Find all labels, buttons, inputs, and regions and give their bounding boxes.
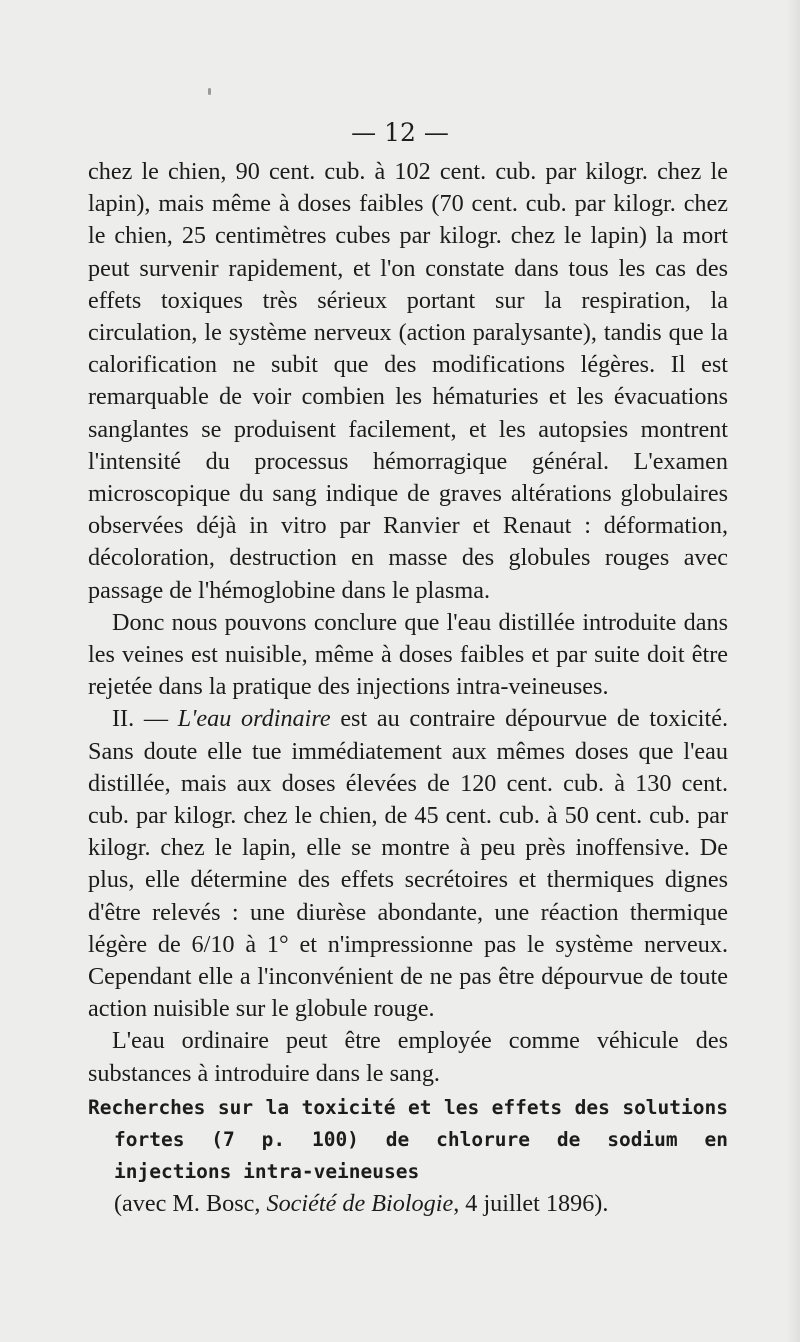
page-edge-shadow: [786, 0, 800, 1342]
reference-journal: Société de Biologie: [266, 1190, 454, 1217]
page-number: — 12 —: [351, 118, 449, 147]
ink-mark: [208, 88, 211, 95]
publication-entry: [88, 1092, 728, 1220]
reference-authors: (avec M. Bosc,: [114, 1190, 267, 1217]
paragraph-conclusion: Donc nous pouvons conclure que l'eau distillée introduite dans les veines est nuisible, même à doses faibles et par suite doit être rejetée dans la pratique des injections intra-veineuses.: [88, 608, 728, 701]
reference-date: , 4 juillet 1896).: [453, 1190, 609, 1217]
section-numeral: II. —: [112, 705, 178, 733]
paragraph-continuation: chez le chien, 90 cent. cub. à 102 cent. cub. par kilogr. chez le lapin), mais même à doses faibles (70 cent. cub. par kilogr. chez le chien, 25 centimètres cubes par kilogr. chez le lapin) la mort peut survenir rapidement, et l'on constate dans tous les cas des effets toxiques très sérieux portant sur la respiration, la circulation, le système nerveux (action paralysante), tandis que la calorification ne subit que des modifications légères. Il est remarquable de voir combien les hématuries et les évacuations sanglantes se produisent facilement, et les autopsies montrent l'intensité du processus hémorragique général. L'examen microscopique du sang indique de graves altérations globulaires observées déjà in vitro par Ranvier et Renaut : déformation, décoloration, destruction en masse des globules rouges avec passage de l'hémoglobine dans le plasma.: [88, 158, 728, 604]
entry-reference: [88, 1188, 728, 1220]
paragraph-vehicle: L'eau ordinaire peut être employée comme véhicule des substances à introduire dans le sang.: [88, 1027, 728, 1087]
entry-title: Recherches sur la toxicité et les effets des solutions fortes (7 p. 100) de chlorure de sodium en injections intra-veineuses: [88, 1096, 728, 1183]
emphasized-term: L'eau ordinaire: [177, 705, 331, 733]
paragraph-text: est au contraire dépourvue de toxicité. Sans doute elle tue immédiatement aux mêmes doses que l'eau distillée, mais aux doses élevées de 120 cent. cub. à 130 cent. cub. par kilogr. chez le chien, de 45 cent. cub. à 50 cent. cub. par kilogr. chez le lapin, elle se montre à peu près inoffensive. De plus, elle détermine des effets secrétoires et thermiques dignes d'être relevés : une diurèse abondante, une réaction thermique légère de 6/10 à 1° et n'impressionne pas le système nerveux. Cependant elle a l'inconvénient de ne pas être dépourvue de toute action nuisible sur le globule rouge.: [88, 705, 728, 1023]
body-text: [88, 156, 728, 1090]
paragraph-ordinary-water: [88, 703, 728, 1025]
